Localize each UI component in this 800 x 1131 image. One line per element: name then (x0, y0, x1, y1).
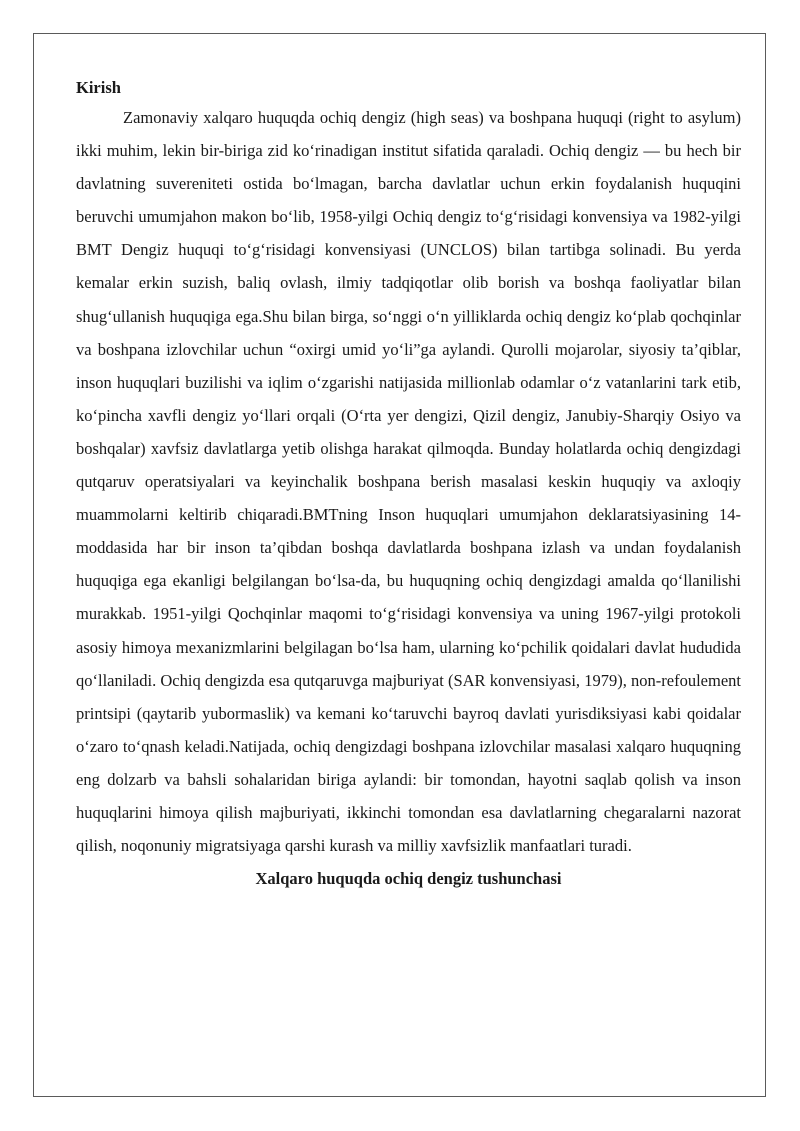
heading-introduction: Kirish (76, 78, 121, 97)
document-body (76, 74, 741, 895)
section-title: Xalqaro huquqda ochiq dengiz tushunchasi (255, 869, 562, 889)
intro-paragraph: Zamonaviy xalqaro huquqda ochiq dengiz (high seas) va boshpana huquqi (right to asylum) ikki muhim, lekin bir-biriga zid ko‘rinadigan institut sifatida qaraladi. Ochiq dengiz — bu hech bir davlatning suvereniteti ostida bo‘lmagan, barcha davlatlar uchun erkin foydalanish huquqini beruvchi umumjahon makon bo‘lib, 1958-yilgi Ochiq dengiz to‘g‘risidagi konvensiya va 1982-yilgi BMT Dengiz huquqi to‘g‘risidagi konvensiyasi (UNCLOS) bilan tartibga solinadi. Bu yerda kemalar erkin suzish, baliq ovlash, ilmiy tadqiqotlar olib borish va boshqa faoliyatlar bilan shug‘ullanish huquqiga ega.Shu bilan birga, so‘nggi o‘n yilliklarda ochiq dengiz ko‘plab qochqinlar va boshpana izlovchilar uchun “oxirgi umid yo‘li”ga aylandi. Qurolli mojarolar, siyosiy ta’qiblar, inson huquqlari buzilishi va iqlim o‘zgarishi natijasida millionlab odamlar o‘z vatanlarini tark etib, ko‘pincha xavfli dengiz yo‘llari orqali (O‘rta yer dengizi, Qizil dengiz, Janubiy-Sharqiy Osiyo va boshqalar) xavfsiz davlatlarga yetib olishga harakat qilmoqda. Bunday holatlarda ochiq dengizdagi qutqaruv operatsiyalari va keyinchalik boshpana berish masalasi keskin huquqiy va axloqiy muammolarni keltirib chiqaradi.BMTning Inson huquqlari umumjahon deklaratsiyasining 14-moddasida har bir inson ta’qibdan boshqa davlatlarda boshpana izlash va undan foydalanish huquqiga ega ekanligi belgilangan bo‘lsa-da, bu huquqning ochiq dengizdagi amalda qo‘llanilishi murakkab. 1951-yilgi Qochqinlar maqomi to‘g‘risidagi konvensiya va uning 1967-yilgi protokoli asosiy himoya mexanizmlarini belgilagan bo‘lsa ham, ularning ko‘pchilik qoidalari davlat hududida qo‘llaniladi. Ochiq dengizda esa qutqaruvga majburiyat (SAR konvensiyasi, 1979), non-refoulement printsipi (qaytarib yubormaslik) va kemani ko‘taruvchi bayroq davlati yurisdiksiyasi kabi qoidalar o‘zaro to‘qnash keladi.Natijada, ochiq dengizdagi boshpana izlovchilar masalasi xalqaro huquqning eng dolzarb va bahsli sohalaridan biriga aylandi: bir tomondan, hayotni saqlab qolish va inson huquqlarini himoya qilish majburiyati, ikkinchi tomondan esa davlatlarning chegaralarni nazorat qilish, noqonuniy migratsiyaga qarshi kurash va milliy xavfsizlik manfaatlari turadi. (76, 108, 741, 856)
